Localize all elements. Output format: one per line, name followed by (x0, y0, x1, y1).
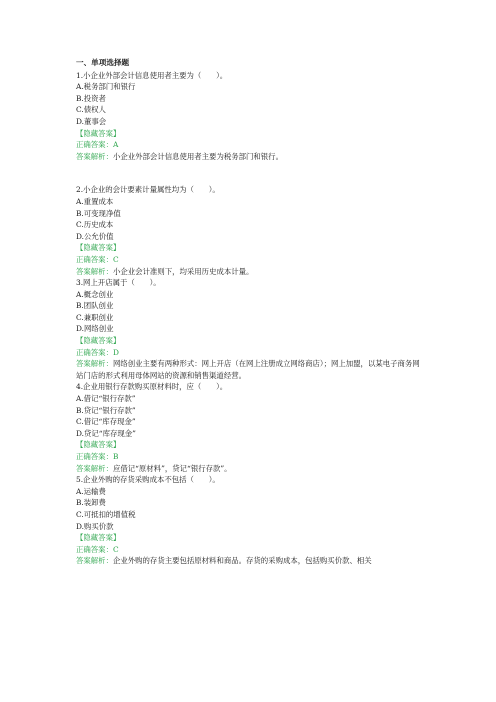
answer-option: B.装卸费 (76, 498, 106, 508)
answer-analysis-text: 小企业会计准则下，均采用历史成本计量。 (112, 266, 254, 276)
correct-answer-row (76, 139, 426, 151)
question-stem: 2.小企业的会计要素计量属性均为（ ）。 (76, 185, 220, 195)
correct-answer-value: C (112, 544, 119, 554)
answer-analysis-label: 答案解析： (76, 359, 113, 369)
question-block (76, 70, 426, 163)
correct-answer-row (76, 254, 426, 266)
correct-answer-value: D (112, 347, 119, 357)
section-heading: 一、单项选择题 (76, 58, 130, 67)
answer-option: B.可变现净值 (76, 208, 121, 218)
correct-answer-value: C (112, 254, 119, 264)
answer-option: D.贷记“库存现金” (76, 428, 136, 438)
answer-option: A.重置成本 (76, 196, 114, 206)
answer-analysis-row (76, 151, 426, 163)
answer-option: C.可抵扣的增值税 (76, 509, 136, 519)
answer-option: A.运输费 (76, 486, 106, 496)
correct-answer-label: 正确答案： (76, 347, 113, 357)
question-stem: 3.网上开店属于（ ）。 (76, 278, 161, 288)
answer-analysis-row (76, 358, 426, 381)
correct-answer-label: 正确答案： (76, 544, 113, 554)
correct-answer-value: A (112, 140, 119, 150)
answer-option: A.概念创业 (76, 289, 114, 299)
answer-analysis-label: 答案解析： (76, 266, 113, 276)
answer-option: D.公允价值 (76, 231, 114, 241)
question-block (76, 184, 426, 277)
hide-answer-toggle[interactable]: 【隐藏答案】 (76, 336, 121, 346)
hide-answer-toggle[interactable]: 【隐藏答案】 (76, 533, 121, 543)
correct-answer-row (76, 451, 426, 463)
answer-option: C.借记“库存现金” (76, 417, 136, 427)
question-block (76, 277, 426, 381)
question-stem: 4.企业用银行存款购买原材料时，应（ ）。 (76, 382, 228, 392)
hide-answer-toggle[interactable]: 【隐藏答案】 (76, 243, 121, 253)
correct-answer-row (76, 544, 426, 556)
answer-analysis-label: 答案解析： (76, 556, 113, 566)
answer-option: A.税务部门和银行 (76, 82, 136, 92)
answer-option: A.借记“银行存款” (76, 394, 136, 404)
answer-option: B.投资者 (76, 93, 106, 103)
answer-option: C.兼职创业 (76, 312, 114, 322)
correct-answer-row (76, 347, 426, 359)
answer-option: D.购买价款 (76, 521, 114, 531)
answer-analysis-label: 答案解析： (76, 463, 113, 473)
answer-option: D.董事会 (76, 116, 107, 126)
answer-analysis-text: 企业外购的存货主要包括原材料和商品。存货的采购成本，包括购买价款、相关 (112, 556, 372, 566)
correct-answer-label: 正确答案： (76, 140, 113, 150)
questions-container (76, 70, 426, 567)
correct-answer-label: 正确答案： (76, 254, 113, 264)
answer-analysis-row (76, 555, 426, 567)
question-stem: 5.企业外购的存货采购成本不包括（ ）。 (76, 475, 220, 485)
question-stem: 1.小企业外部会计信息使用者主要为（ ）。 (76, 70, 228, 80)
answer-analysis-row (76, 266, 426, 278)
answer-option: C.债权人 (76, 105, 106, 115)
hide-answer-toggle[interactable]: 【隐藏答案】 (76, 128, 121, 138)
answer-analysis-label: 答案解析： (76, 151, 113, 161)
answer-option: D.网络创业 (76, 324, 114, 334)
spacer (76, 162, 426, 184)
question-block (76, 381, 426, 474)
answer-analysis-text: 应借记“原材料”，贷记“银行存款”。 (112, 463, 232, 473)
answer-analysis-text: 网络创业主要有两种形式：网上开店（在网上注册成立网络商店）；网上加盟，以某电子商务网站门店的形式利用母体网站的资源和销售渠道经营。 (76, 359, 420, 380)
question-block (76, 474, 426, 567)
answer-analysis-row (76, 463, 426, 475)
answer-option: C.历史成本 (76, 220, 114, 230)
answer-analysis-text: 小企业外部会计信息使用者主要为税务部门和银行。 (112, 151, 283, 161)
question-list (76, 57, 426, 567)
correct-answer-label: 正确答案： (76, 452, 113, 461)
answer-option: B.团队创业 (76, 301, 114, 311)
answer-option: B.贷记“银行存款” (76, 405, 136, 415)
hide-answer-toggle[interactable]: 【隐藏答案】 (76, 440, 121, 450)
correct-answer-value: B (112, 452, 119, 461)
